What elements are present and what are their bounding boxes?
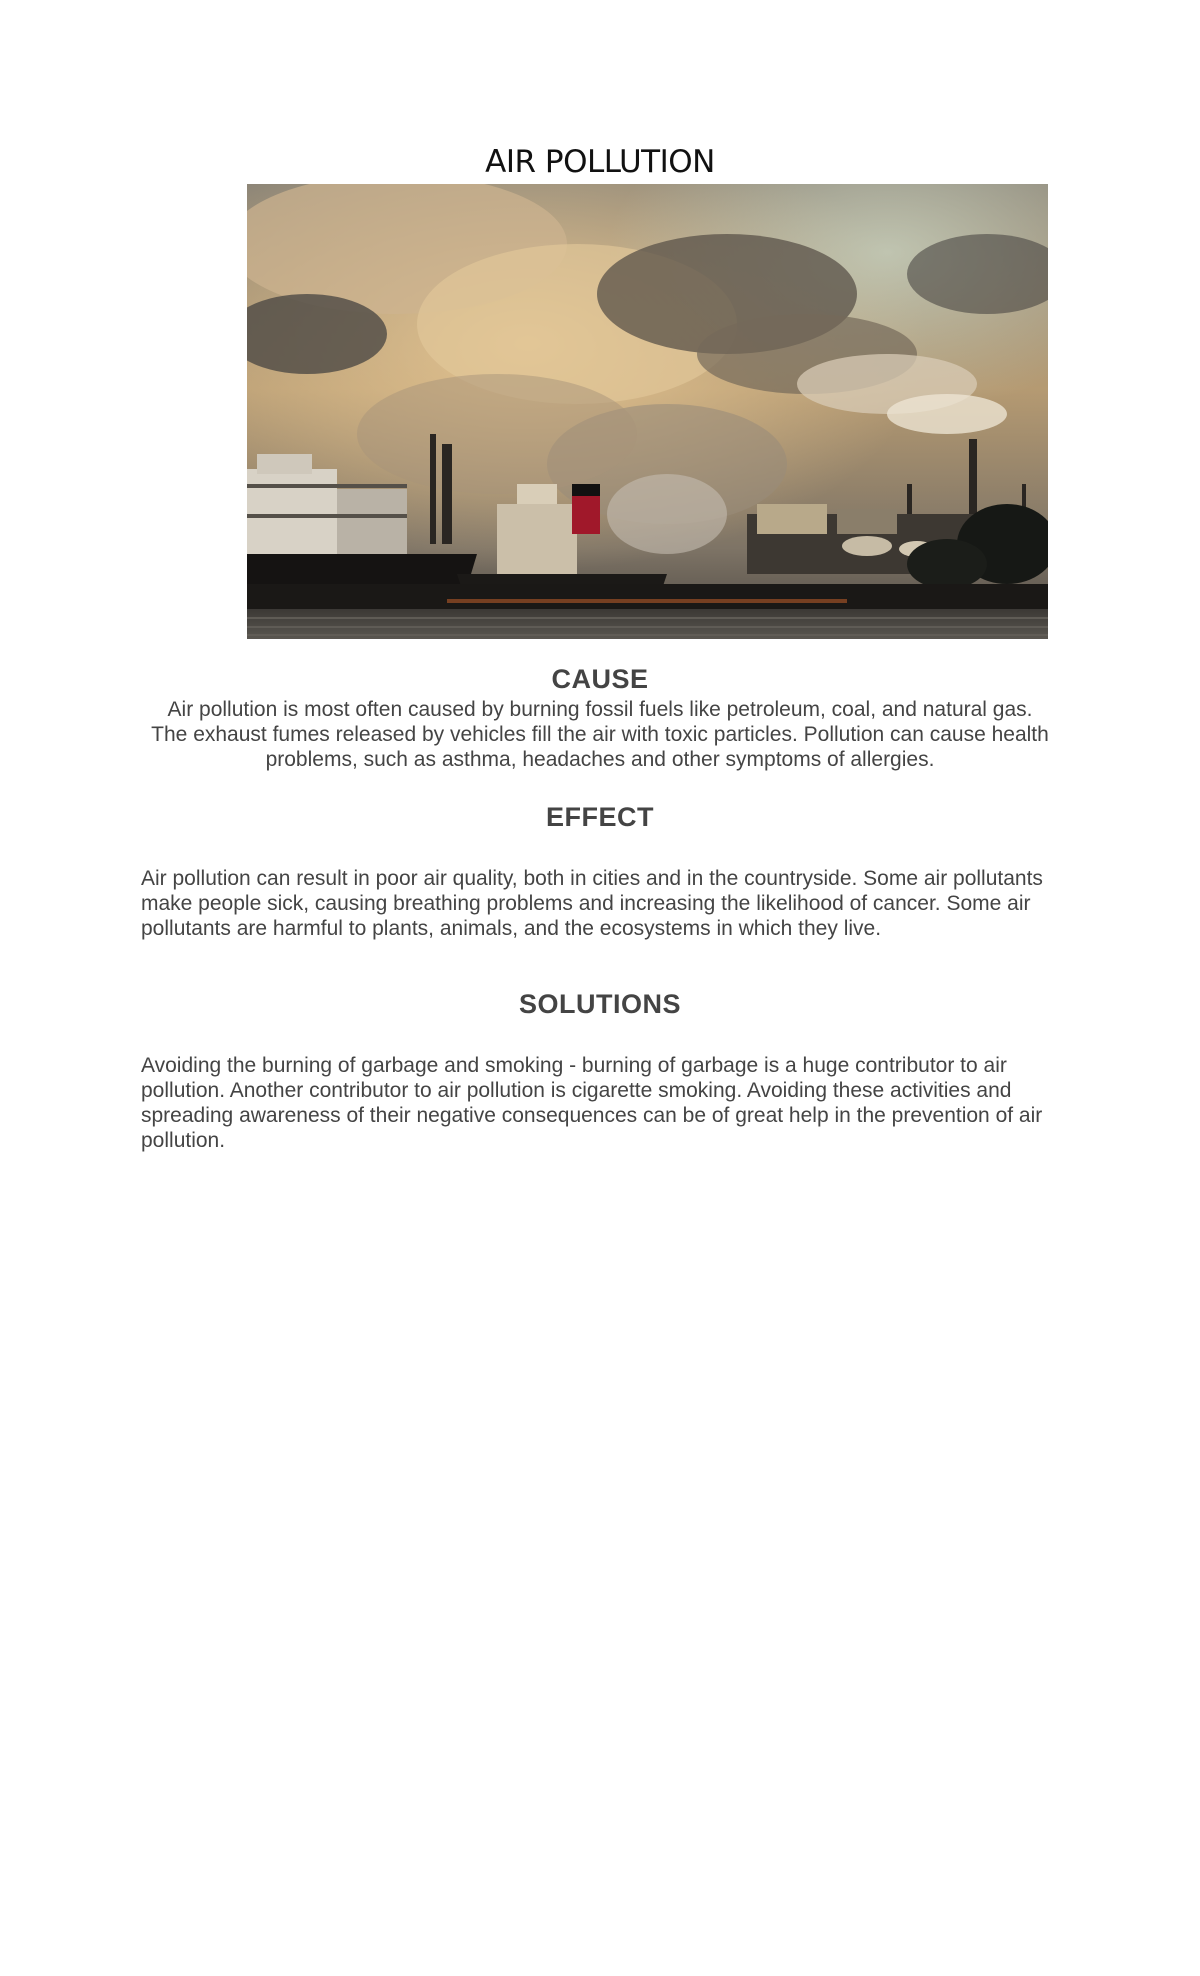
pollution-photo-illustration: [247, 184, 1048, 639]
page-title: AIR POLLUTION: [485, 144, 715, 180]
section-heading-effect: EFFECT: [546, 802, 654, 832]
section-heading-cause: CAUSE: [551, 664, 649, 694]
section-body-solutions: Avoiding the burning of garbage and smoking - burning of garbage is a huge contributor to air pollution. Another contributor to air pollution is cigarette smoking. Avoiding these activities and spreading awareness of their negative consequences can be of great help in the prevention of air pollution.: [141, 1054, 1043, 1152]
pollution-photo: [247, 184, 1048, 639]
section-heading-solutions: SOLUTIONS: [518, 989, 681, 1019]
section-body-cause: Air pollution is most often caused by burning fossil fuels like petroleum, coal, and natural gas. The exhaust fumes released by vehicles fill the air with toxic particles. Pollution can cause health problems, such as asthma, headaches and other symptoms of allergies.: [151, 698, 1049, 771]
section-body-effect: Air pollution can result in poor air quality, both in cities and in the countryside. Some air pollutants make people sick, causing breathing problems and increasing the likelihood of cancer. Some air pollutants are harmful to plants, animals, and the ecosystems in which they live.: [141, 867, 1043, 940]
